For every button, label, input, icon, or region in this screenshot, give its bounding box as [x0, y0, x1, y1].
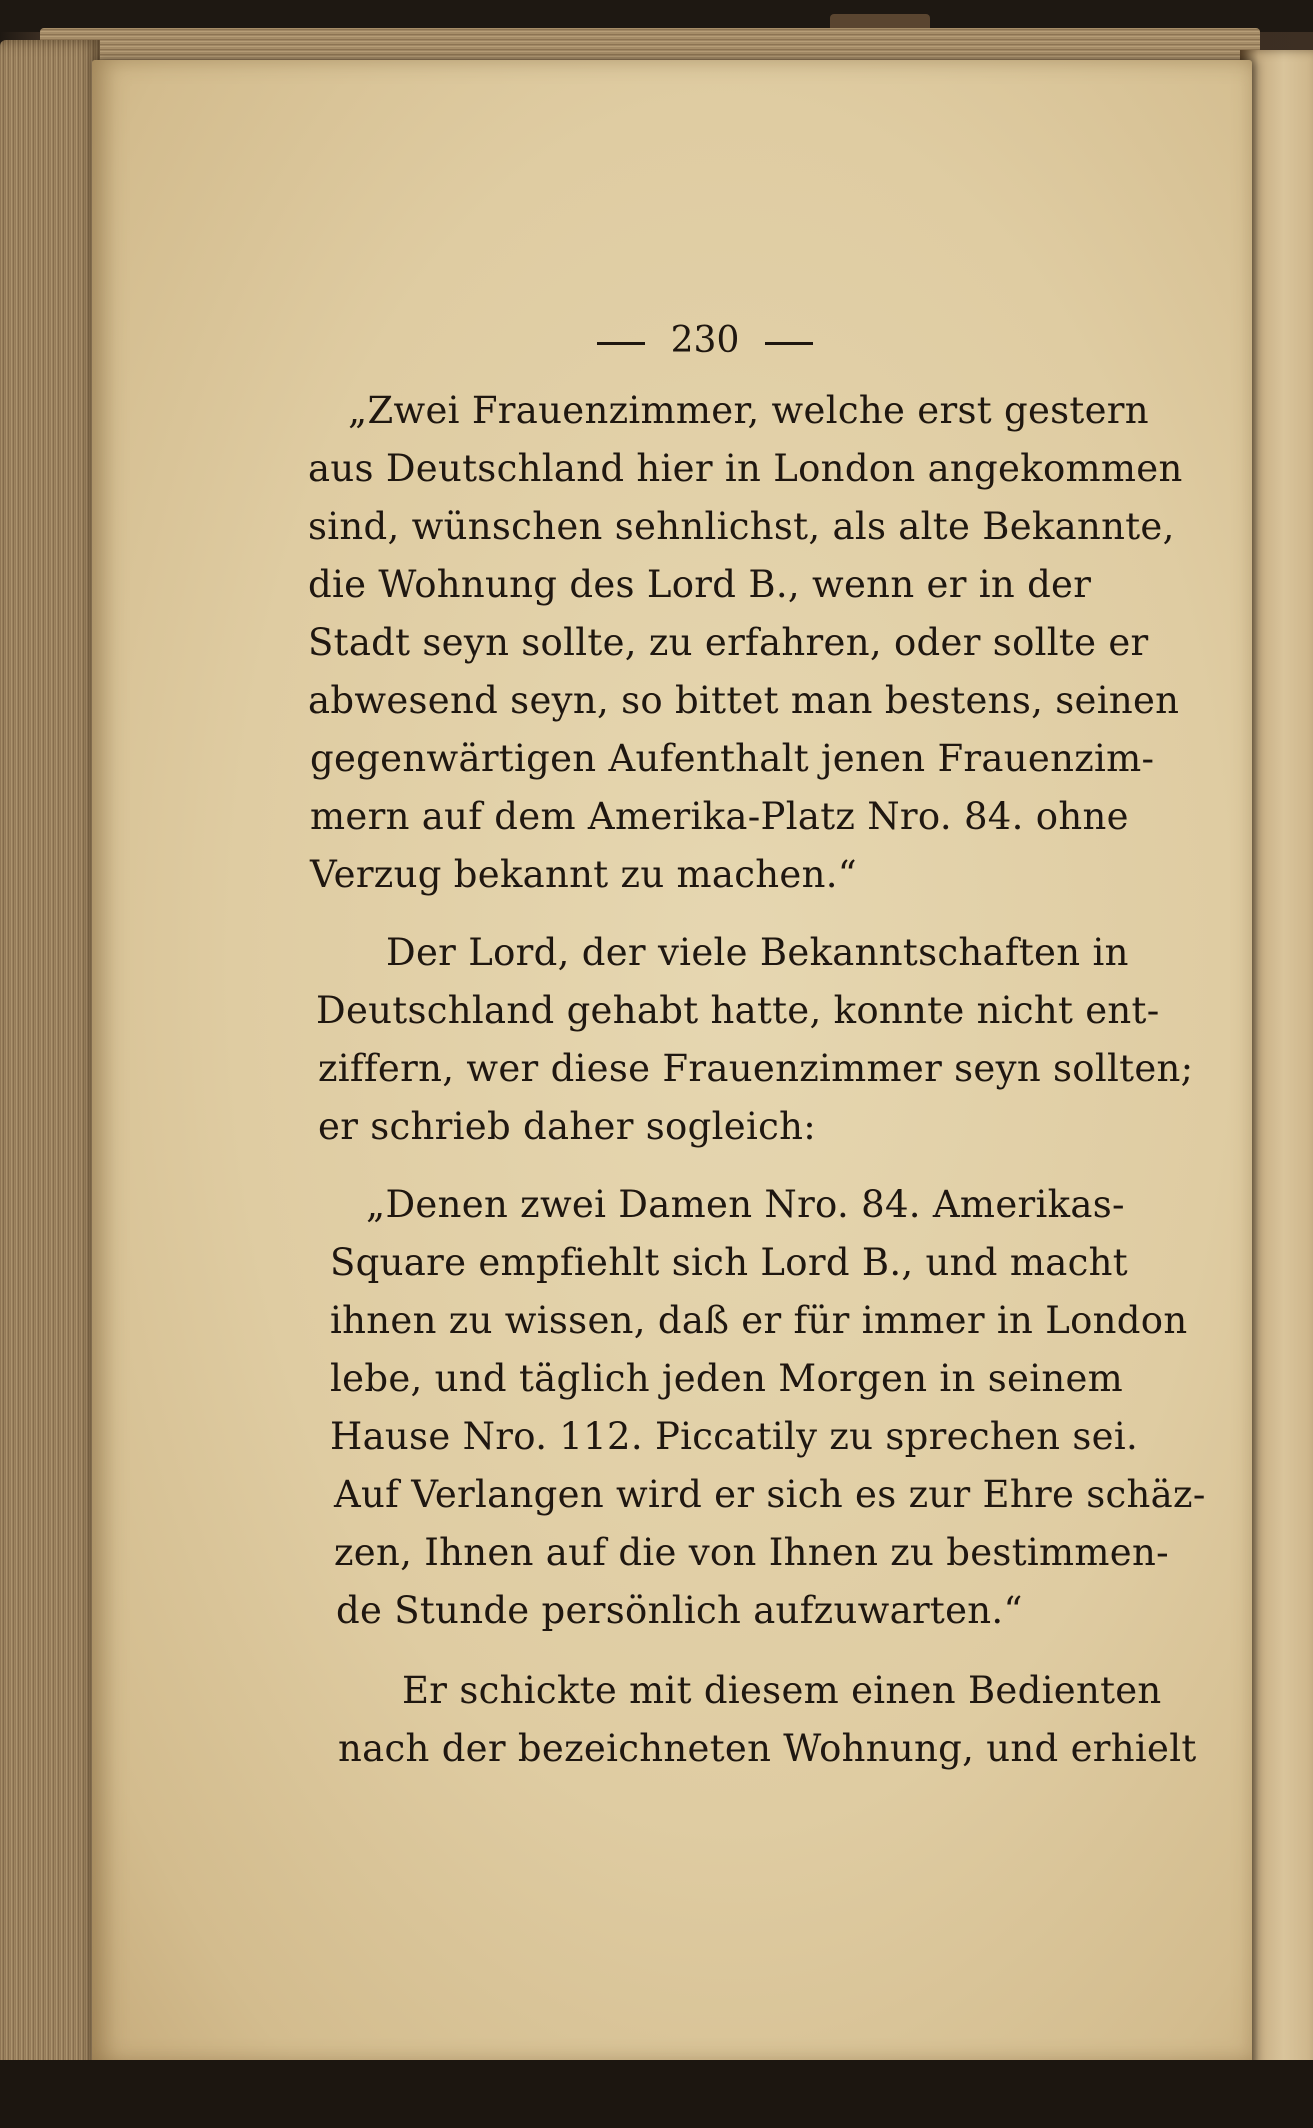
page-header [570, 320, 840, 361]
text-line: er schrieb daher sogleich: [318, 1105, 816, 1148]
scan-background-bottom [0, 2060, 1313, 2128]
text-line: aus Deutschland hier in London angekommen [308, 447, 1183, 490]
text-line: Square empfiehlt sich Lord B., und macht [330, 1241, 1128, 1284]
text-line: gegenwärtigen Aufenthalt jenen Frauenzim- [310, 737, 1155, 780]
text-line: lebe, und täglich jeden Morgen in seinem [330, 1357, 1124, 1400]
page-number: 230 [670, 320, 740, 361]
text-line: abwesend seyn, so bittet man bestens, seinen [308, 679, 1180, 722]
text-line: Deutschland gehabt hatte, konnte nicht ent- [316, 989, 1160, 1032]
text-line: ihnen zu wissen, daß er für immer in London [330, 1299, 1188, 1342]
text-line: Er schickte mit diesem einen Bedienten [402, 1669, 1162, 1712]
text-line: nach der bezeichneten Wohnung, und erhielt [338, 1727, 1197, 1770]
header-dash-right [765, 342, 813, 345]
page-edges-left [0, 40, 100, 2080]
text-line: Verzug bekannt zu machen.“ [310, 853, 858, 896]
text-line: de Stunde persönlich aufzuwarten.“ [336, 1589, 1023, 1632]
text-line: „Zwei Frauenzimmer, welche erst gestern [348, 389, 1149, 432]
text-line: Hause Nro. 112. Piccatily zu sprechen sei. [330, 1415, 1139, 1458]
text-line: Auf Verlangen wird er sich es zur Ehre schäz- [334, 1473, 1206, 1516]
text-line: „Denen zwei Damen Nro. 84. Amerikas- [366, 1183, 1125, 1226]
text-line: ziffern, wer diese Frauenzimmer seyn sollten; [318, 1047, 1194, 1090]
text-line: zen, Ihnen auf die von Ihnen zu bestimmen- [334, 1531, 1169, 1574]
text-line: mern auf dem Amerika-Platz Nro. 84. ohne [310, 795, 1129, 838]
text-line: Stadt seyn sollte, zu erfahren, oder sollte er [308, 621, 1149, 664]
text-line: sind, wünschen sehnlichst, als alte Bekannte, [308, 505, 1175, 548]
header-dash-left [597, 342, 645, 345]
text-line: die Wohnung des Lord B., wenn er in der [308, 563, 1092, 606]
text-line: Der Lord, der viele Bekanntschaften in [386, 931, 1129, 974]
